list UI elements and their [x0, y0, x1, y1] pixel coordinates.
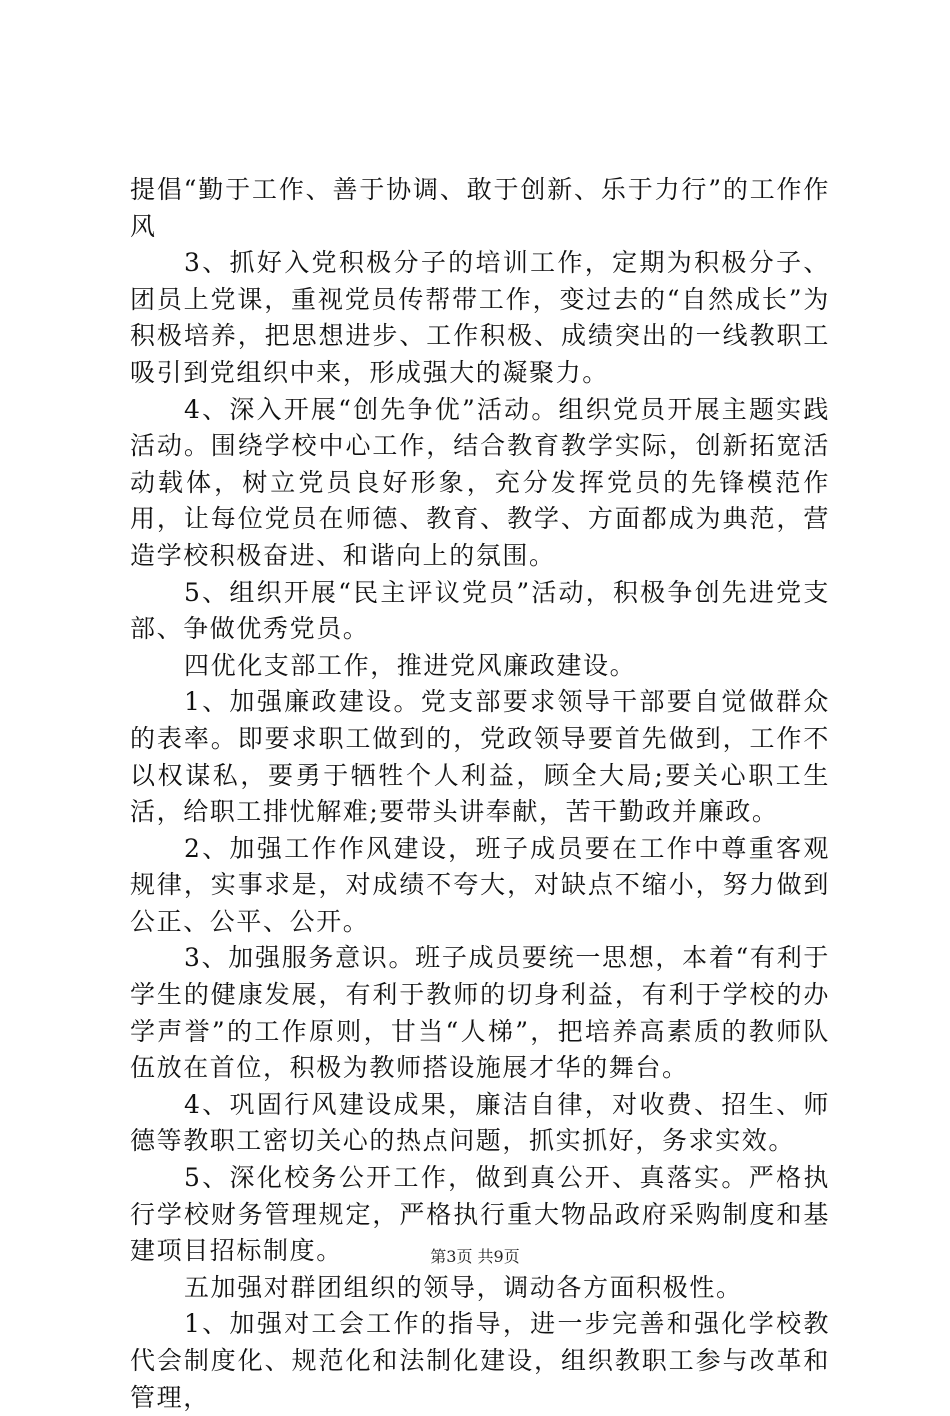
section-heading: 五加强对群团组织的领导，调动各方面积极性。: [184, 1272, 743, 1302]
paragraph: 3、抓好入党积极分子的培训工作，定期为积极分子、团员上党课，重视党员传帮带工作，变过去的“自然成长”为积极培养，把思想进步、工作积极、成绩突出的一线教职工吸引到党组织中来，形成强大的凝聚力。: [130, 248, 830, 387]
paragraph: 4、深入开展“创先争优”活动。组织党员开展主题实践活动。围绕学校中心工作，结合教育教学实际，创新拓宽活动载体，树立党员良好形象，充分发挥党员的先锋模范作用，让每位党员在师德、教育、教学、方面都成为典范，营造学校积极奋进、和谐向上的氛围。: [130, 394, 830, 570]
document-body: [130, 172, 830, 1416]
paragraph: 提倡“勤于工作、善于协调、敢于创新、乐于力行”的工作作风: [130, 175, 830, 241]
paragraph: 4、巩固行风建设成果，廉洁自律，对收费、招生、师德等教职工密切关心的热点问题，抓实抓好，务求实效。: [130, 1089, 830, 1156]
section-heading: 四优化支部工作，推进党风廉政建设。: [184, 650, 637, 680]
paragraph: 1、加强对工会工作的指导，进一步完善和强化学校教代会制度化、规范化和法制化建设，组织教职工参与改革和管理，: [130, 1309, 830, 1412]
paragraph: 2、加强工作作风建设，班子成员要在工作中尊重客观规律，实事求是，对成绩不夸大，对缺点不缩小，努力做到公正、公平、公开。: [130, 833, 830, 936]
paragraph: 1、加强廉政建设。党支部要求领导干部要自觉做群众的表率。即要求职工做到的，党政领导要首先做到，工作不以权谋私，要勇于牺牲个人利益，顾全大局;要关心职工生活，给职工排忧解难;要带头讲奉献，苦干勤政并廉政。: [130, 687, 830, 827]
page-number: 第3页 共9页: [430, 1247, 520, 1266]
paragraph: 3、加强服务意识。班子成员要统一思想，本着“有利于学生的健康发展，有利于教师的切身利益，有利于学校的办学声誉”的工作原则，甘当“人梯”，把培养高素质的教师队伍放在首位，积极为教师搭设施展才华的舞台。: [130, 943, 830, 1083]
paragraph: 5、深化校务公开工作，做到真公开、真落实。严格执行学校财务管理规定，严格执行重大物品政府采购制度和基建项目招标制度。: [130, 1163, 830, 1266]
paragraph: 5、组织开展“民主评议党员”活动，积极争创先进党支部、争做优秀党员。: [130, 577, 830, 644]
